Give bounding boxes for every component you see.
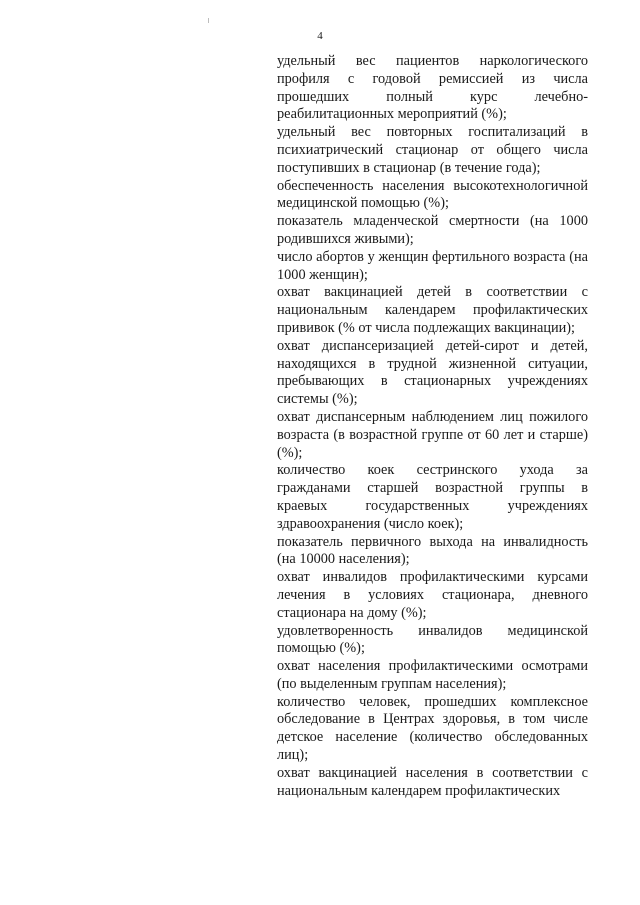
list-item: количество человек, прошедших комплексное обследование в Центрах здоровья, в том числе детское население (количество обследованных лиц); [277, 693, 588, 764]
list-item: показатель первичного выхода на инвалидность (на 10000 населения); [277, 533, 588, 568]
list-item: обеспеченность населения высокотехнологичной медицинской помощью (%); [277, 177, 588, 212]
list-item: количество коек сестринского ухода за гражданами старшей возрастной группы в краевых государственных учреждениях здравоохранения (число коек); [277, 462, 588, 532]
list-item: охват населения профилактическими осмотрами (по выделенным группам населения); [277, 658, 588, 692]
list-item: охват вакцинацией детей в соответствии с национальным календарем профилактических прививок (% от числа подлежащих вакцинации); [277, 284, 588, 336]
indicator-list [277, 53, 588, 800]
list-item: показатель младенческой смертности (на 1000 родившихся живыми); [277, 213, 588, 247]
list-item: охват инвалидов профилактическими курсами лечения в условиях стационара, дневного стационара на дому (%); [277, 569, 588, 621]
list-item: удельный вес повторных госпитализаций в психиатрический стационар от общего числа поступивших в стационар (в течение года); [277, 124, 588, 176]
list-item: охват вакцинацией населения в соответствии с национальным календарем профилактических [277, 764, 588, 799]
list-item: удовлетворенность инвалидов медицинской помощью (%); [277, 622, 588, 657]
scan-speck [208, 18, 209, 23]
list-item: охват диспансеризацией детей-сирот и детей, находящихся в трудной жизненной ситуации, пребывающих в стационарных учреждениях системы (%); [277, 337, 588, 408]
page-number: 4 [317, 30, 323, 42]
list-item: охват диспансерным наблюдением лиц пожилого возраста (в возрастной группе от 60 лет и старше) (%); [277, 408, 588, 461]
list-item: удельный вес пациентов наркологического профиля с годовой ремиссией из числа прошедших полный курс лечебно-реабилитационных мероприятий (%); [277, 53, 588, 123]
list-item: число абортов у женщин фертильного возраста (на 1000 женщин); [277, 248, 588, 283]
